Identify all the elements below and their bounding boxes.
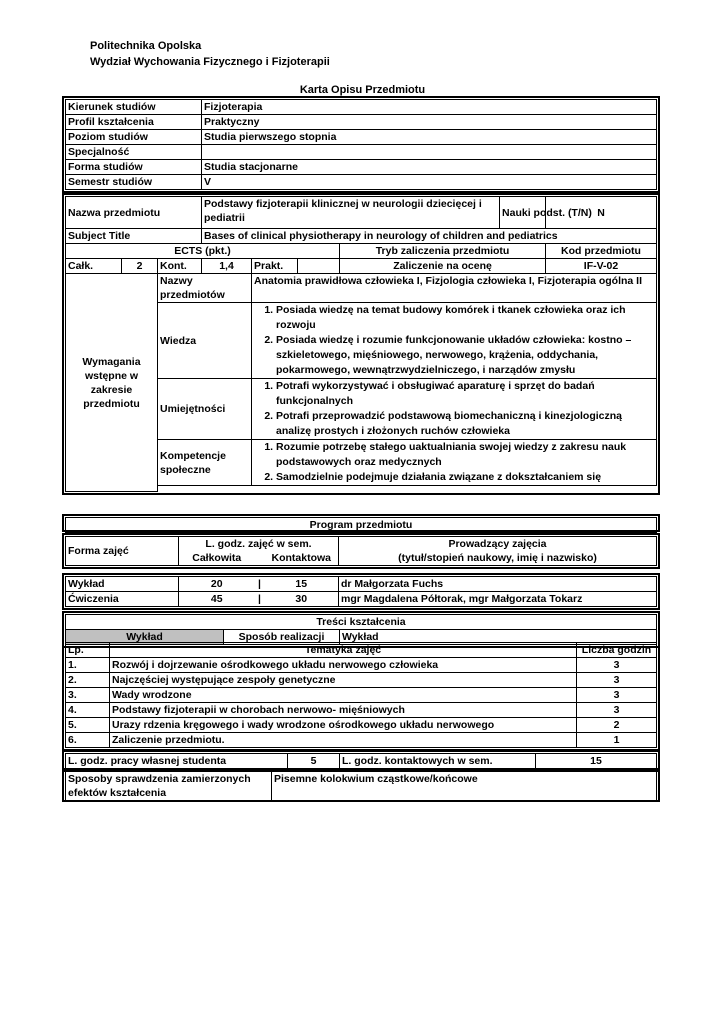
contact-hours-label: Kontaktowa xyxy=(265,551,339,566)
topic-label: Tematyka zajęć xyxy=(110,643,577,658)
topics-table xyxy=(66,658,657,748)
list-item: 2. Potrafi przeprowadzić podstawową biomechaniczną i kinezjologiczną analizę prostych i złożonych ruchów człowieka xyxy=(276,409,654,439)
info-label: Semestr studiów xyxy=(66,175,202,190)
competence-label: Kompetencje społeczne xyxy=(158,440,252,486)
topic-text: Wady wrodzone xyxy=(110,688,577,703)
form-value: Wykład xyxy=(66,577,179,592)
topic-lp: 4. xyxy=(66,703,110,718)
skills-list xyxy=(254,379,654,439)
content-title: Treści kształcenia xyxy=(66,615,657,630)
self-work-label: L. godz. pracy własnej studenta xyxy=(66,754,288,769)
contact-hours-sum-value: 15 xyxy=(536,754,657,769)
info-value: Praktyczny xyxy=(202,115,657,130)
program-info-block xyxy=(62,96,660,193)
credit-type-value: Zaliczenie na ocenę xyxy=(340,259,546,274)
topic-hours: 2 xyxy=(577,718,657,733)
topic-lp: 6. xyxy=(66,733,110,748)
instructor-value: mgr Magdalena Półtorak, mgr Małgorzata Tokarz xyxy=(339,592,657,607)
assessment-block xyxy=(62,768,660,802)
subject-name-value: Podstawy fizjoterapii klinicznej w neurologii dziecięcej i pediatrii xyxy=(202,197,500,229)
info-value: V xyxy=(202,175,657,190)
program-rows-block xyxy=(62,573,660,610)
competence-cell xyxy=(252,440,657,486)
info-label: Forma studiów xyxy=(66,160,202,175)
method-value: Wykład xyxy=(340,630,657,645)
skills-label: Umiejętności xyxy=(158,379,252,440)
topic-row xyxy=(66,658,657,673)
topic-text: Najczęściej występujące zespoły genetyczne xyxy=(110,673,577,688)
program-info-row xyxy=(66,145,657,160)
contact-hours-sum-label: L. godz. kontaktowych w sem. xyxy=(340,754,536,769)
credit-type-label: Tryb zaliczenia przedmiotu xyxy=(340,244,546,259)
contact-hours-value: 15 xyxy=(265,577,339,592)
topics-block xyxy=(62,641,660,751)
ects-prakt-value xyxy=(298,259,340,274)
info-label: Poziom studiów xyxy=(66,130,202,145)
subject-title-label: Subject Title xyxy=(66,229,202,244)
program-info-row xyxy=(66,130,657,145)
program-title: Program przedmiotu xyxy=(66,518,657,533)
contact-hours-value: 30 xyxy=(265,592,339,607)
content-type-label: Wykład xyxy=(66,630,224,645)
info-label: Kierunek studiów xyxy=(66,100,202,115)
total-hours-value: 45 xyxy=(179,592,255,607)
card-title: Karta Opisu Przedmiotu xyxy=(299,84,426,96)
program-rows xyxy=(66,577,657,607)
topic-hours: 3 xyxy=(577,673,657,688)
topic-text: Podstawy fizjoterapii w chorobach nerwowo- mięśniowych xyxy=(110,703,577,718)
topic-lp: 5. xyxy=(66,718,110,733)
ects-total-label: Całk. xyxy=(66,259,122,274)
program-info-table xyxy=(66,100,657,190)
hours-separator: | xyxy=(255,592,265,607)
list-item: 2. Posiada wiedzę i rozumie funkcjonowanie układów człowieka: kostno – szkieletowego, mięśniowego, nerwowego, krążenia, oddychania, pokarmowego, wewnątrzwydzielniczego, i narządów zmysłu xyxy=(276,333,654,378)
topic-text: Rozwój i dojrzewanie ośrodkowego układu nerwowego człowieka xyxy=(110,658,577,673)
form-value: Ćwiczenia xyxy=(66,592,179,607)
basic-sciences-value: N xyxy=(546,197,657,229)
prior-subjects-label: Nazwy przedmiotów xyxy=(158,274,252,303)
topic-hours: 3 xyxy=(577,658,657,673)
topic-hours: 3 xyxy=(577,703,657,718)
ects-kont-value: 1,4 xyxy=(202,259,252,274)
topic-lp: 3. xyxy=(66,688,110,703)
info-label: Specjalność xyxy=(66,145,202,160)
self-work-value: 5 xyxy=(288,754,340,769)
program-row xyxy=(66,592,657,607)
university-name: Politechnika Opolska xyxy=(90,40,202,52)
skills-cell xyxy=(252,379,657,440)
topic-row xyxy=(66,673,657,688)
topic-hours: 3 xyxy=(577,688,657,703)
total-hours-value: 20 xyxy=(179,577,255,592)
faculty-name: Wydział Wychowania Fizycznego i Fizjoterapii xyxy=(90,56,330,68)
list-item: 1. Rozumie potrzebę stałego uaktualniania swojej wiedzy z zakresu nauk podstawowych oraz medycznych xyxy=(276,440,654,470)
basic-sciences-label: Nauki podst. (T/N) xyxy=(500,197,546,229)
instructor-value: dr Małgorzata Fuchs xyxy=(339,577,657,592)
assessment-label: Sposoby sprawdzenia zamierzonych efektów kształcenia xyxy=(66,772,272,801)
total-hours-label: Całkowita xyxy=(179,551,255,566)
ects-kont-label: Kont. xyxy=(158,259,202,274)
prerequisites-label: Wymagania wstępne w zakresie przedmiotu xyxy=(66,274,158,492)
info-value: Fizjoterapia xyxy=(202,100,657,115)
ects-prakt-label: Prakt. xyxy=(252,259,298,274)
program-row xyxy=(66,577,657,592)
topic-lp: 1. xyxy=(66,658,110,673)
program-block xyxy=(62,533,660,569)
topic-hours-label: Liczba godzin xyxy=(577,643,657,658)
info-value xyxy=(202,145,657,160)
topic-row xyxy=(66,718,657,733)
program-title-block xyxy=(62,514,660,532)
subject-block xyxy=(62,193,660,495)
assessment-value: Pisemne kolokwium cząstkowe/końcowe xyxy=(272,772,657,801)
program-info-row xyxy=(66,100,657,115)
list-item: 1. Posiada wiedzę na temat budowy komórek i tkanek człowieka oraz ich rozwoju xyxy=(276,303,654,333)
list-item: 2. Samodzielnie podejmuje działania związane z dokształcaniem się xyxy=(276,470,654,485)
program-info-row xyxy=(66,115,657,130)
list-item: 1. Potrafi wykorzystywać i obsługiwać aparaturę i sprzęt do badań funkcjonalnych xyxy=(276,379,654,409)
topic-text: Urazy rdzenia kręgowego i wady wrodzone ośrodkowego układu nerwowego xyxy=(110,718,577,733)
hours-separator: | xyxy=(255,577,265,592)
prior-subjects-value: Anatomia prawidłowa człowieka I, Fizjologia człowieka I, Fizjoterapia ogólna II xyxy=(252,274,657,303)
topic-row xyxy=(66,688,657,703)
program-info-row xyxy=(66,175,657,190)
lp-label: Lp. xyxy=(66,643,110,658)
subject-name-label: Nazwa przedmiotu xyxy=(66,197,202,229)
ects-label: ECTS (pkt.) xyxy=(66,244,340,259)
program-info-row xyxy=(66,160,657,175)
form-label: Forma zajęć xyxy=(66,537,179,566)
method-label: Sposób realizacji xyxy=(224,630,340,645)
subject-code-label: Kod przedmiotu xyxy=(546,244,657,259)
topic-row xyxy=(66,703,657,718)
competence-list xyxy=(254,440,654,485)
topic-lp: 2. xyxy=(66,673,110,688)
ects-total-value: 2 xyxy=(122,259,158,274)
subject-code-value: IF-V-02 xyxy=(546,259,657,274)
topic-row xyxy=(66,733,657,748)
info-label: Profil kształcenia xyxy=(66,115,202,130)
knowledge-list xyxy=(254,303,654,378)
topic-hours: 1 xyxy=(577,733,657,748)
topic-text: Zaliczenie przedmiotu. xyxy=(110,733,577,748)
instructor-label: Prowadzący zajęcia xyxy=(339,537,657,552)
knowledge-label: Wiedza xyxy=(158,303,252,379)
instructor-sub-label: (tytuł/stopień naukowy, imię i nazwisko) xyxy=(339,551,657,566)
info-value: Studia pierwszego stopnia xyxy=(202,130,657,145)
hours-label: L. godz. zajęć w sem. xyxy=(179,537,339,552)
knowledge-cell xyxy=(252,303,657,379)
info-value: Studia stacjonarne xyxy=(202,160,657,175)
subject-title-value: Bases of clinical physiotherapy in neurology of children and pediatrics xyxy=(202,229,657,244)
